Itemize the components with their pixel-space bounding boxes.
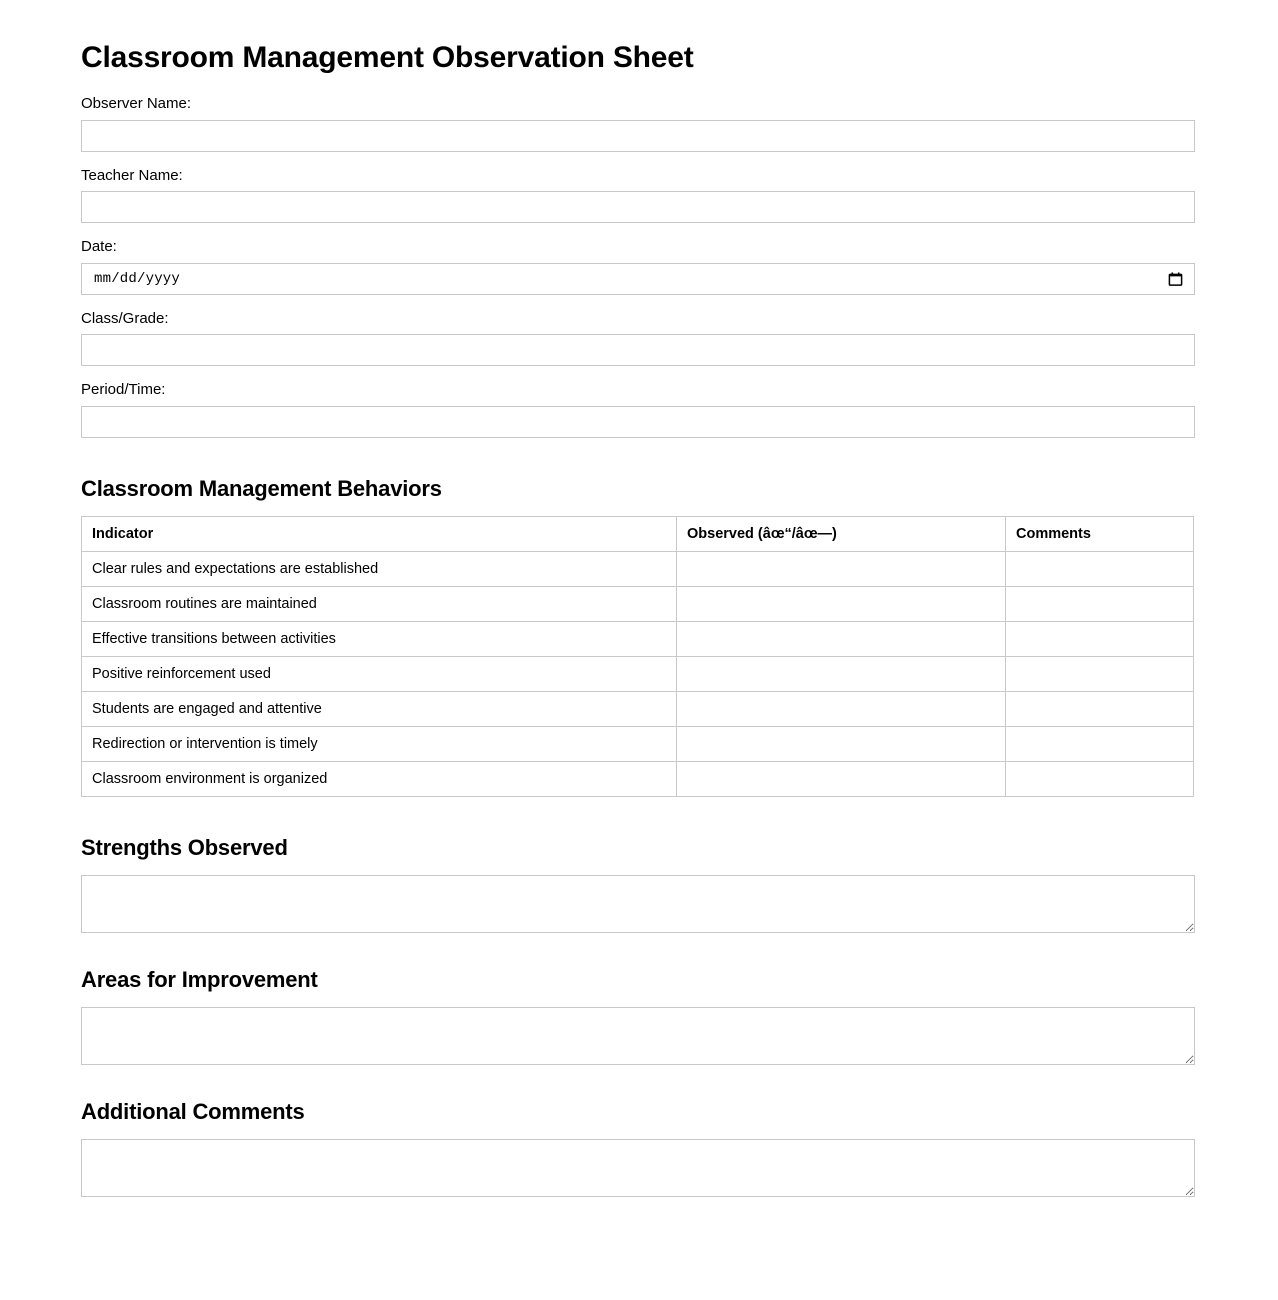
table-row [82,621,1194,656]
additional-comments-heading: Additional Comments [81,1098,305,1124]
comments-cell[interactable] [1006,551,1194,586]
behaviors-section-heading: Classroom Management Behaviors [81,475,442,501]
period-time-label: Period/Time: [81,381,166,398]
table-row [82,656,1194,691]
observer-name-label: Observer Name: [81,95,192,112]
field-period-time [81,380,1193,438]
comments-cell[interactable] [1006,726,1194,761]
table-row [82,691,1194,726]
observed-cell[interactable] [677,691,1006,726]
field-date [81,237,1193,295]
date-input[interactable] [81,263,1195,295]
field-teacher-name [81,166,1193,224]
column-header-comments: Comments [1006,516,1194,551]
field-class-grade [81,309,1193,367]
comments-cell[interactable] [1006,586,1194,621]
table-header-row [82,516,1194,551]
field-observer-name [81,94,1193,152]
teacher-name-label: Teacher Name: [81,166,183,184]
observed-cell[interactable] [677,761,1006,796]
comments-cell[interactable] [1006,761,1194,796]
indicator-cell: Positive reinforcement used [82,656,677,691]
observed-cell[interactable] [677,726,1006,761]
behaviors-table [81,516,1194,797]
observer-name-input[interactable] [81,120,1195,152]
column-header-indicator: Indicator [82,516,677,551]
table-row [82,551,1194,586]
strengths-observed-textarea[interactable] [81,875,1195,933]
observed-cell[interactable] [677,621,1006,656]
table-row [82,761,1194,796]
comments-cell[interactable] [1006,656,1194,691]
indicator-cell: Classroom environment is organized [82,761,677,796]
period-time-input[interactable] [81,406,1195,438]
strengths-observed-heading: Strengths Observed [81,834,288,860]
indicator-cell: Clear rules and expectations are established [82,551,677,586]
indicator-cell: Redirection or intervention is timely [82,726,677,761]
comments-cell[interactable] [1006,621,1194,656]
indicator-cell: Classroom routines are maintained [82,586,677,621]
table-row [82,586,1194,621]
teacher-name-input[interactable] [81,191,1195,223]
observed-cell[interactable] [677,586,1006,621]
class-grade-input[interactable] [81,334,1195,366]
date-label: Date: [81,238,117,255]
table-row [82,726,1194,761]
observed-cell[interactable] [677,656,1006,691]
page-title: Classroom Management Observation Sheet [81,41,694,74]
areas-for-improvement-heading: Areas for Improvement [81,966,318,992]
observed-cell[interactable] [677,551,1006,586]
date-input-wrapper [81,263,1195,295]
column-header-observed: Observed (âœ“/âœ—) [677,516,1006,551]
areas-for-improvement-textarea[interactable] [81,1007,1195,1065]
indicator-cell: Students are engaged and attentive [82,691,677,726]
comments-cell[interactable] [1006,691,1194,726]
additional-comments-textarea[interactable] [81,1139,1195,1197]
class-grade-label: Class/Grade: [81,309,169,327]
indicator-cell: Effective transitions between activities [82,621,677,656]
